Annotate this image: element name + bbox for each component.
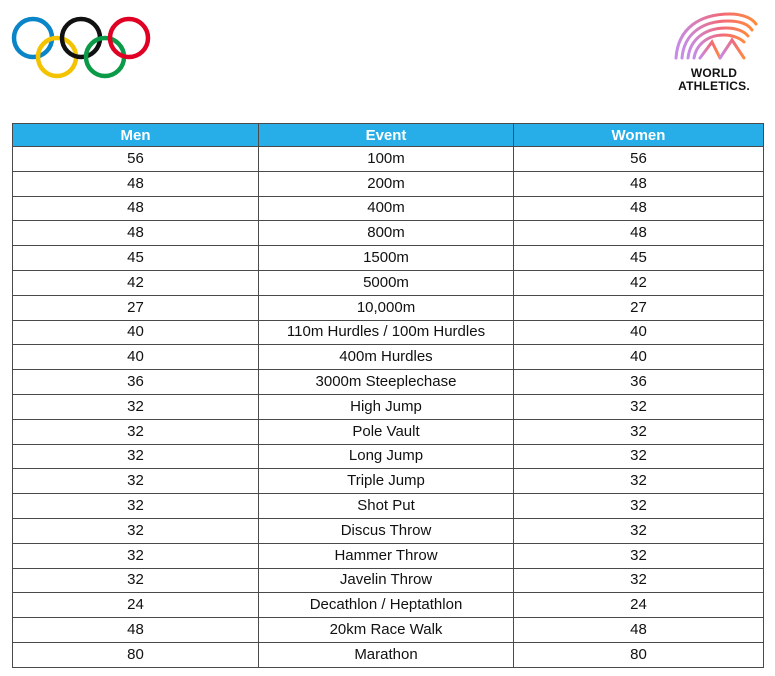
ring-red [110, 19, 148, 57]
ring-yellow [38, 38, 76, 76]
event-name-cell: 1500m [259, 246, 514, 271]
world-athletics-text-line1: WORLD [690, 66, 738, 80]
men-quota-cell: 40 [13, 345, 259, 370]
olympic-rings-logo [10, 14, 152, 80]
table-row [13, 196, 764, 221]
table-row [13, 444, 764, 469]
event-name-cell: Decathlon / Heptathlon [259, 593, 514, 618]
header-men: Men [13, 124, 259, 147]
event-name-cell: High Jump [259, 394, 514, 419]
table-row [13, 618, 764, 643]
table-row [13, 270, 764, 295]
women-quota-cell: 40 [514, 320, 764, 345]
women-quota-cell: 32 [514, 518, 764, 543]
event-name-cell: 800m [259, 221, 514, 246]
event-name-cell: 110m Hurdles / 100m Hurdles [259, 320, 514, 345]
event-name-cell: 5000m [259, 270, 514, 295]
event-name-cell: 10,000m [259, 295, 514, 320]
event-name-cell: Marathon [259, 642, 514, 667]
men-quota-cell: 32 [13, 543, 259, 568]
men-quota-cell: 32 [13, 494, 259, 519]
table-row [13, 568, 764, 593]
men-quota-cell: 42 [13, 270, 259, 295]
men-quota-cell: 80 [13, 642, 259, 667]
event-name-cell: 100m [259, 147, 514, 172]
women-quota-cell: 80 [514, 642, 764, 667]
table-row [13, 494, 764, 519]
women-quota-cell: 27 [514, 295, 764, 320]
table-row [13, 419, 764, 444]
women-quota-cell: 48 [514, 196, 764, 221]
men-quota-cell: 32 [13, 568, 259, 593]
table-row [13, 394, 764, 419]
header-women: Women [514, 124, 764, 147]
women-quota-cell: 32 [514, 494, 764, 519]
men-quota-cell: 32 [13, 419, 259, 444]
world-athletics-text-line2: ATHLETICS. [678, 79, 750, 93]
header-event: Event [259, 124, 514, 147]
women-quota-cell: 36 [514, 370, 764, 395]
event-name-cell: 200m [259, 171, 514, 196]
table-row [13, 345, 764, 370]
table-row [13, 370, 764, 395]
event-name-cell: Pole Vault [259, 419, 514, 444]
table-row [13, 171, 764, 196]
world-athletics-mark-icon [670, 8, 758, 64]
event-name-cell: Javelin Throw [259, 568, 514, 593]
table-row [13, 593, 764, 618]
ring-blue [14, 19, 52, 57]
men-quota-cell: 32 [13, 518, 259, 543]
ring-green [86, 38, 124, 76]
event-name-cell: 20km Race Walk [259, 618, 514, 643]
event-name-cell: Triple Jump [259, 469, 514, 494]
table-row [13, 469, 764, 494]
women-quota-cell: 48 [514, 221, 764, 246]
women-quota-cell: 48 [514, 171, 764, 196]
table-row [13, 518, 764, 543]
event-name-cell: Shot Put [259, 494, 514, 519]
table-header-row [13, 124, 764, 147]
women-quota-cell: 32 [514, 568, 764, 593]
women-quota-cell: 45 [514, 246, 764, 271]
men-quota-cell: 48 [13, 196, 259, 221]
event-name-cell: 400m Hurdles [259, 345, 514, 370]
men-quota-cell: 56 [13, 147, 259, 172]
men-quota-cell: 24 [13, 593, 259, 618]
women-quota-cell: 42 [514, 270, 764, 295]
women-quota-cell: 24 [514, 593, 764, 618]
men-quota-cell: 36 [13, 370, 259, 395]
women-quota-cell: 56 [514, 147, 764, 172]
women-quota-cell: 32 [514, 543, 764, 568]
women-quota-cell: 32 [514, 444, 764, 469]
table-row [13, 246, 764, 271]
quota-table [12, 123, 764, 668]
event-name-cell: Long Jump [259, 444, 514, 469]
world-athletics-logo [668, 8, 760, 98]
event-name-cell: 3000m Steeplechase [259, 370, 514, 395]
event-name-cell: Hammer Throw [259, 543, 514, 568]
women-quota-cell: 48 [514, 618, 764, 643]
women-quota-cell: 32 [514, 419, 764, 444]
men-quota-cell: 32 [13, 469, 259, 494]
women-quota-cell: 32 [514, 469, 764, 494]
table-row [13, 320, 764, 345]
table-row [13, 295, 764, 320]
table-body [13, 147, 764, 668]
table-row [13, 147, 764, 172]
men-quota-cell: 32 [13, 394, 259, 419]
ring-black [62, 19, 100, 57]
table-row [13, 543, 764, 568]
table-row [13, 221, 764, 246]
men-quota-cell: 27 [13, 295, 259, 320]
men-quota-cell: 32 [13, 444, 259, 469]
men-quota-cell: 45 [13, 246, 259, 271]
women-quota-cell: 32 [514, 394, 764, 419]
event-name-cell: Discus Throw [259, 518, 514, 543]
table-row [13, 642, 764, 667]
men-quota-cell: 48 [13, 221, 259, 246]
men-quota-cell: 40 [13, 320, 259, 345]
women-quota-cell: 40 [514, 345, 764, 370]
men-quota-cell: 48 [13, 618, 259, 643]
men-quota-cell: 48 [13, 171, 259, 196]
event-name-cell: 400m [259, 196, 514, 221]
